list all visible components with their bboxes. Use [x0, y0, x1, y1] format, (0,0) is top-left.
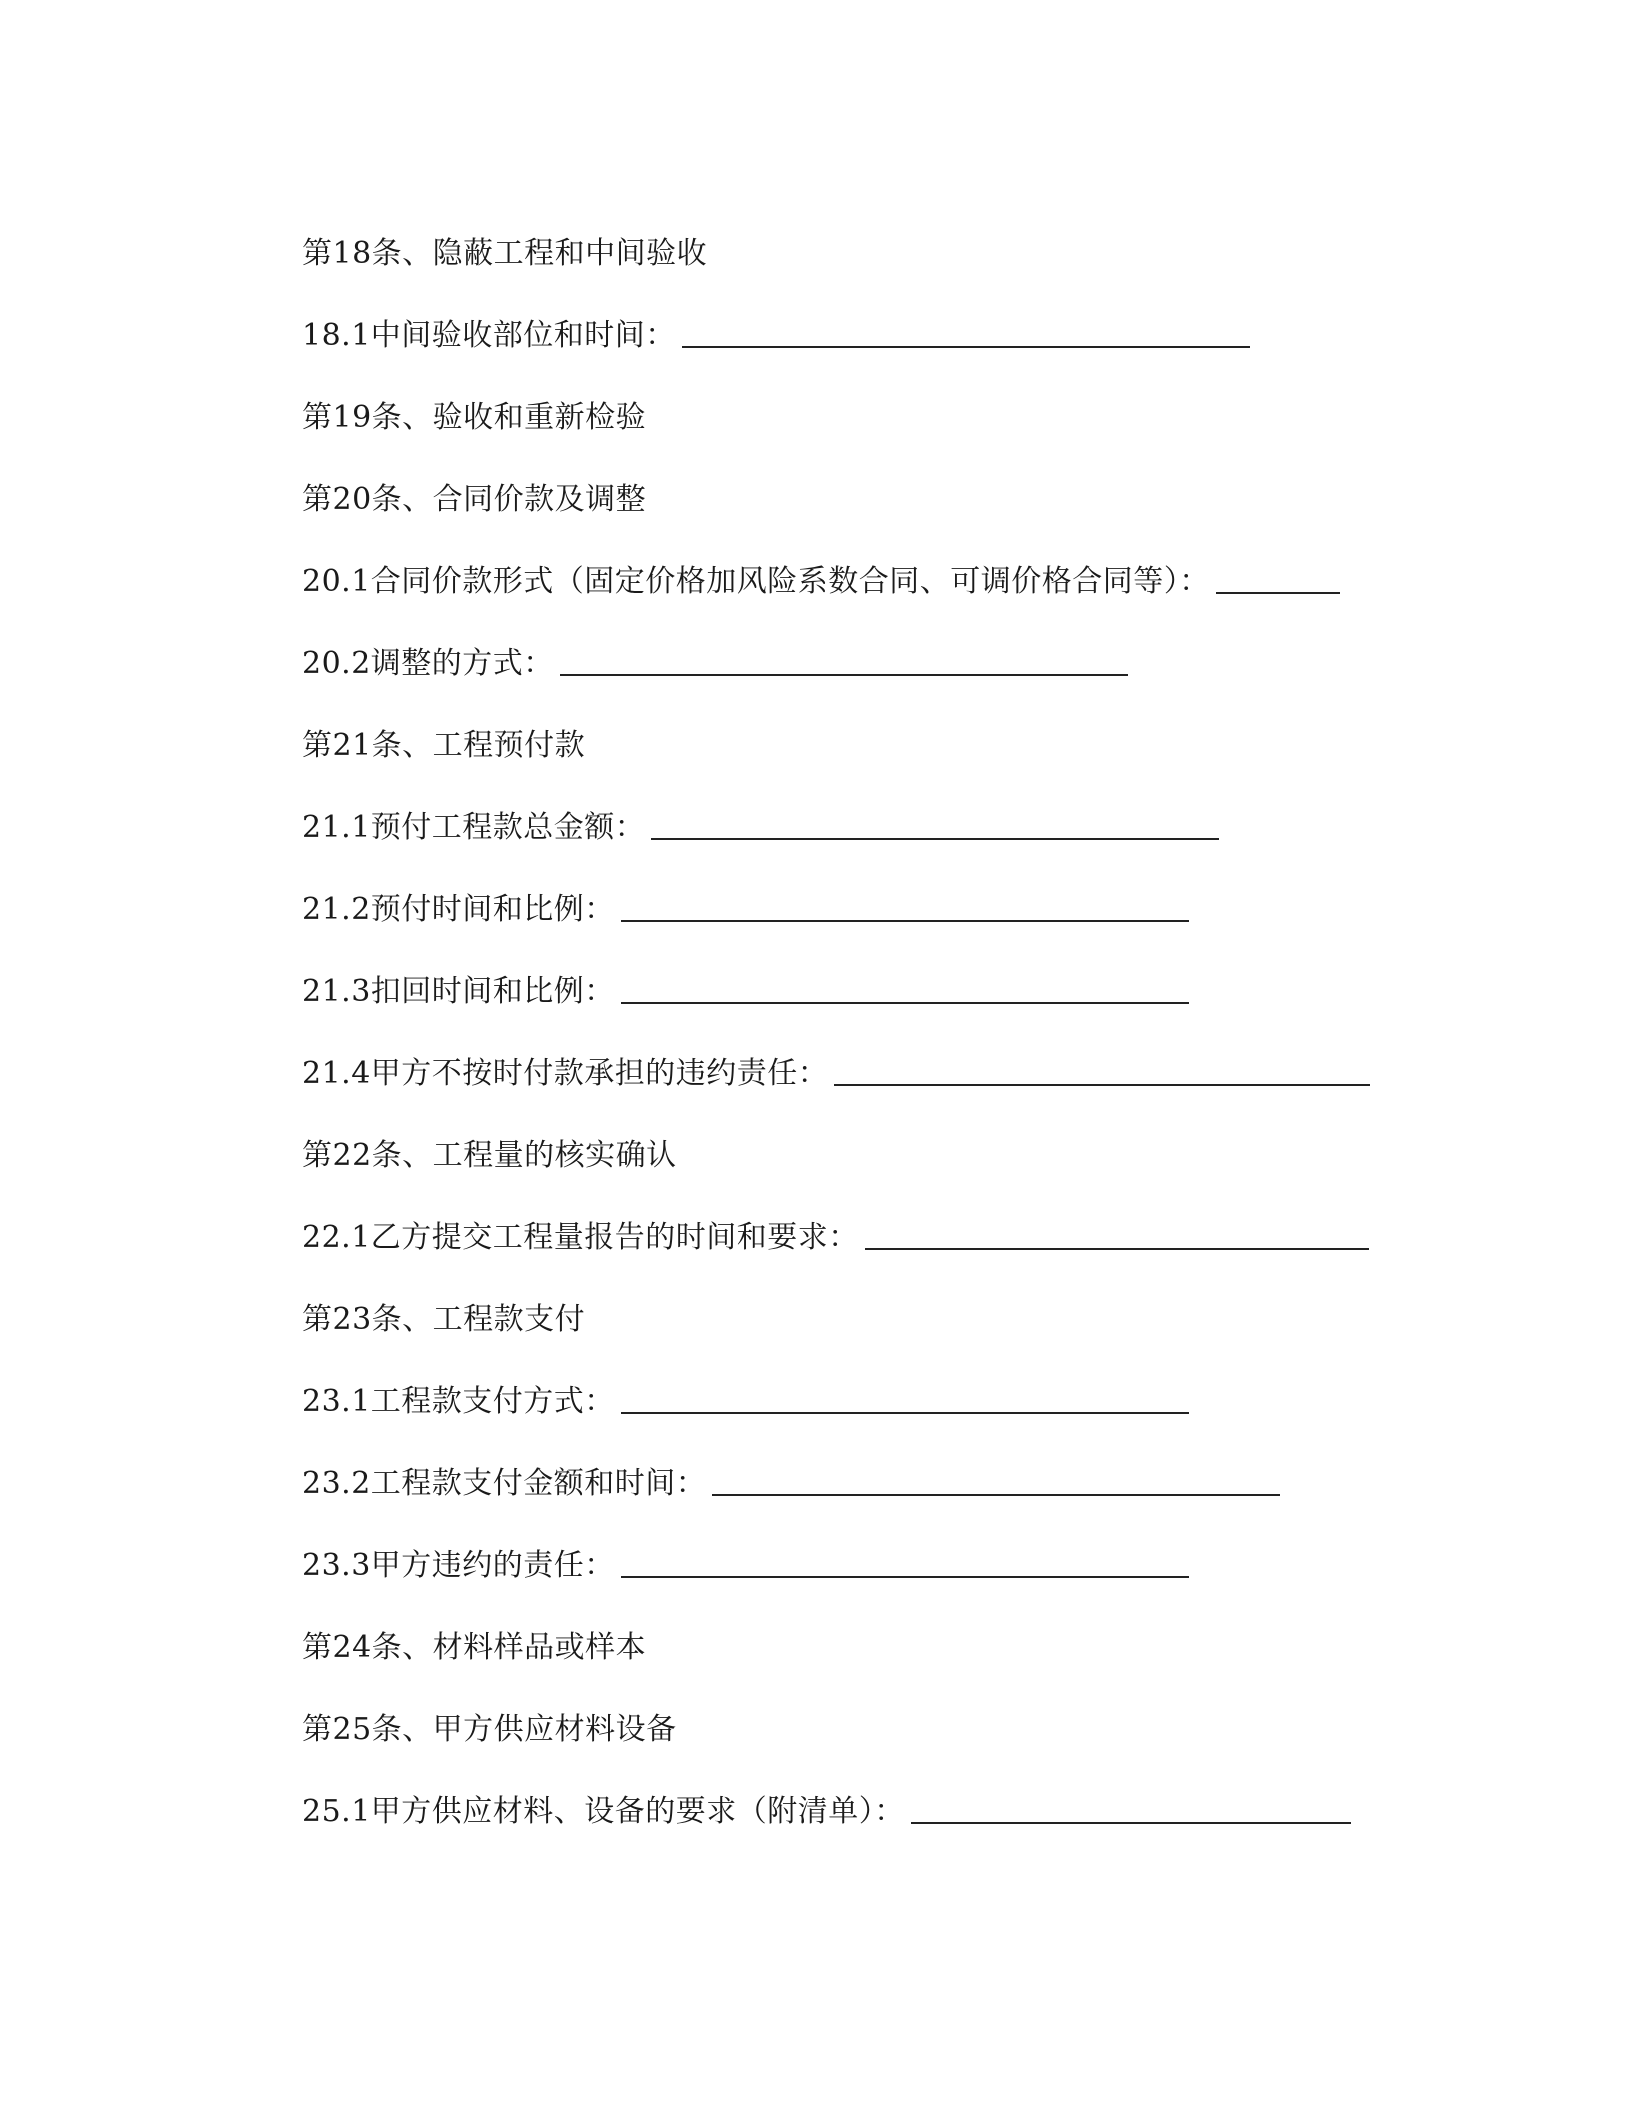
- fill-in-blank[interactable]: [560, 670, 1128, 676]
- fill-in-blank[interactable]: [621, 1572, 1189, 1578]
- line-text: 第20条、合同价款及调整: [302, 482, 647, 517]
- clause-24-heading: [302, 1622, 646, 1666]
- line-text: 第23条、工程款支付: [302, 1302, 586, 1337]
- line-text: 23.3甲方违约的责任：: [302, 1548, 615, 1583]
- fill-in-blank[interactable]: [712, 1490, 1280, 1496]
- clause-22-heading: [302, 1130, 677, 1174]
- fill-in-blank[interactable]: [621, 1408, 1189, 1414]
- fill-in-blank[interactable]: [834, 1080, 1370, 1086]
- line-text: 25.1甲方供应材料、设备的要求（附清单）：: [302, 1794, 905, 1829]
- clause-23-3: [302, 1540, 1189, 1584]
- fill-in-blank[interactable]: [621, 998, 1189, 1004]
- fill-in-blank[interactable]: [1216, 588, 1340, 594]
- line-text: 第21条、工程预付款: [302, 728, 586, 763]
- line-text: 21.4甲方不按时付款承担的违约责任：: [302, 1056, 829, 1091]
- clause-20-2: [302, 638, 1128, 682]
- clause-22-1: [302, 1212, 1369, 1256]
- line-text: 第25条、甲方供应材料设备: [302, 1712, 677, 1747]
- fill-in-blank[interactable]: [651, 834, 1219, 840]
- clause-21-2: [302, 884, 1189, 928]
- fill-in-blank[interactable]: [682, 342, 1250, 348]
- line-text: 23.1工程款支付方式：: [302, 1384, 615, 1419]
- clause-19-heading: [302, 392, 646, 436]
- line-text: 22.1乙方提交工程量报告的时间和要求：: [302, 1220, 859, 1255]
- line-text: 21.1预付工程款总金额：: [302, 810, 646, 845]
- line-text: 21.2预付时间和比例：: [302, 892, 615, 927]
- clause-21-1: [302, 802, 1219, 846]
- clause-25-heading: [302, 1704, 677, 1748]
- clause-21-4: [302, 1048, 1370, 1092]
- fill-in-blank[interactable]: [911, 1818, 1351, 1824]
- line-text: 21.3扣回时间和比例：: [302, 974, 615, 1009]
- line-text: 18.1中间验收部位和时间：: [302, 318, 676, 353]
- line-text: 第22条、工程量的核实确认: [302, 1138, 677, 1173]
- clause-23-1: [302, 1376, 1189, 1420]
- clause-25-1: [302, 1786, 1351, 1830]
- clause-23-2: [302, 1458, 1280, 1502]
- fill-in-blank[interactable]: [621, 916, 1189, 922]
- line-text: 第24条、材料样品或样本: [302, 1630, 647, 1665]
- clause-18-heading: [302, 228, 707, 272]
- line-text: 20.1合同价款形式（固定价格加风险系数合同、可调价格合同等）：: [302, 564, 1210, 599]
- clause-23-heading: [302, 1294, 585, 1338]
- clause-21-heading: [302, 720, 585, 764]
- line-text: 第19条、验收和重新检验: [302, 400, 647, 435]
- line-text: 第18条、隐蔽工程和中间验收: [302, 236, 708, 271]
- clause-20-heading: [302, 474, 646, 518]
- clause-20-1: [302, 556, 1340, 600]
- fill-in-blank[interactable]: [865, 1244, 1369, 1250]
- line-text: 23.2工程款支付金额和时间：: [302, 1466, 707, 1501]
- clause-21-3: [302, 966, 1189, 1010]
- clause-18-1: [302, 310, 1250, 354]
- line-text: 20.2调整的方式：: [302, 646, 554, 681]
